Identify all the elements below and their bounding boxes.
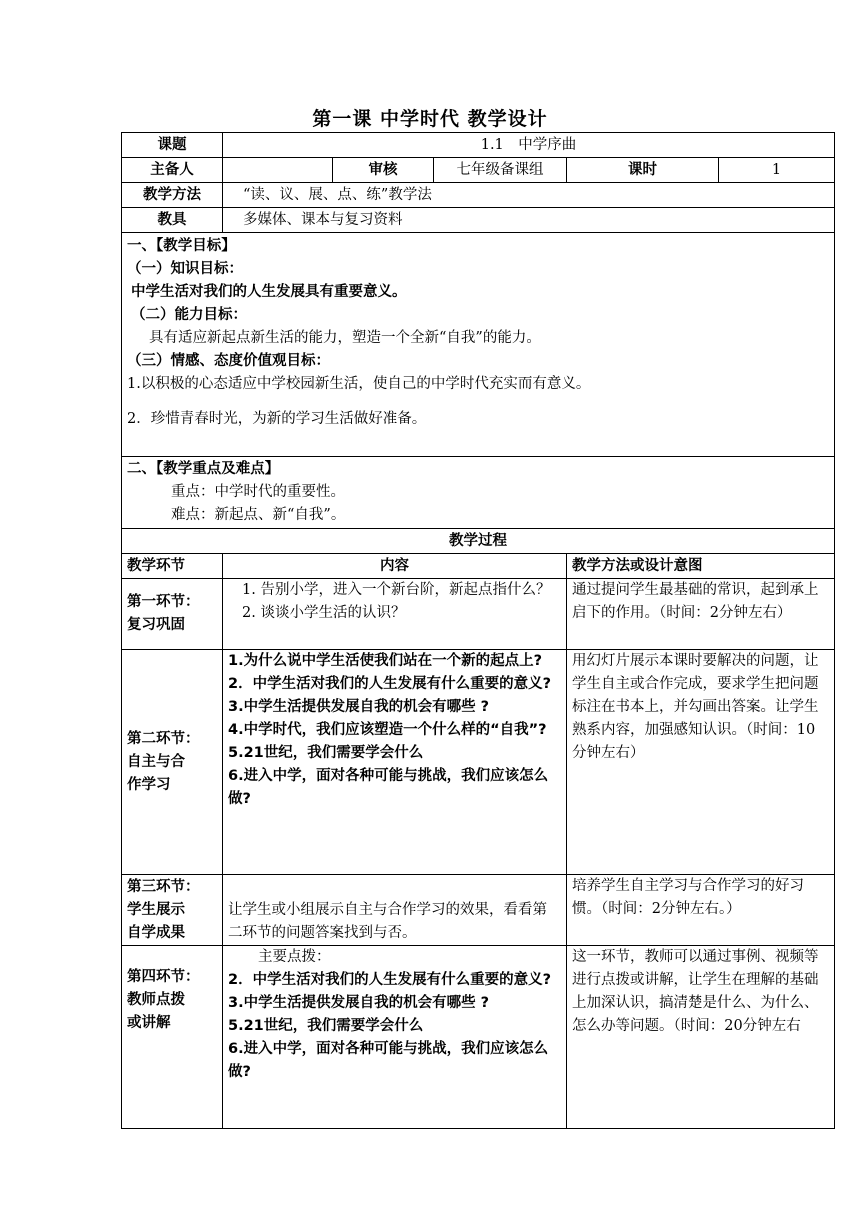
method-value: “读、议、展、点、练”教学法 [223,183,835,208]
page-title: 第一课 中学时代 教学设计 [312,108,548,130]
col-stage-header: 教学环节 [122,554,223,579]
preparer-value [223,158,333,183]
review-value: 七年级备课组 [434,158,567,183]
list-item: 1. 告别小学，进入一个新台阶，新起点指什么？ [242,582,551,598]
review-label: 审核 [333,158,434,183]
list-item: 4.中学时代，我们应该塑造一个什么样的“自我”? [228,722,547,738]
list-item: 6.进入中学，面对各种可能与挑战，我们应该怎么做? [228,1041,549,1080]
stage-row-3 [122,875,835,946]
method-row [122,183,835,208]
process-heading: 教学过程 [122,529,835,554]
stage-1-label: 第一环节： 复习巩固 [122,579,223,650]
knowledge-heading: （一）知识目标： [127,261,243,277]
stage-3-method: 培养学生自主学习与合作学习的好习惯。（时间：2分钟左右。） [567,875,835,946]
list-item: 6.进入中学，面对各种可能与挑战，我们应该怎么做? [228,768,549,807]
stage-3-content [223,875,567,946]
process-heading-row [122,529,835,554]
stage-2-method: 用幻灯片展示本课时要解决的问题，让学生自主或合作完成，要求学生把问题标注在书本上，并勾画出答案。让学生熟系内容，加强感知认识。（时间：10分钟左右） [567,650,835,875]
method-label: 教学方法 [122,183,223,208]
hours-label: 课时 [567,158,719,183]
objectives-section [122,233,835,457]
stage-4-content [223,946,567,1129]
keypoints-section [122,457,835,529]
list-item: 3.中学生活提供发展自我的机会有哪些 ? [228,995,490,1011]
stage-row-4 [122,946,835,1129]
topic-label: 课题 [122,133,223,158]
list-item: 3.中学生活提供发展自我的机会有哪些 ? [228,699,490,715]
list-item: 5.21世纪，我们需要学会什么 [228,1018,424,1034]
difficult-point: 难点：新起点、新“自我”。 [171,507,346,523]
preparer-label: 主备人 [122,158,223,183]
hours-value: 1 [719,158,835,183]
ability-text: 具有适应新起点新生活的能力，塑造一个全新“自我”的能力。 [149,330,541,346]
emotion-item-1: 1.以积极的心态适应中学校园新生活，使自己的中学时代充实而有意义。 [127,376,591,392]
stage-1-method: 通过提问学生最基础的常识，起到承上启下的作用。（时间：2分钟左右） [567,579,835,650]
objectives-row [122,233,835,457]
keypoints-heading: 二、【教学重点及难点】 [127,461,280,477]
stage-row-2 [122,650,835,875]
stage-4-label: 第四环节： 教师点拨 或讲解 [122,946,223,1129]
list-item: 2．中学生活对我们的人生发展有什么重要的意义? [228,676,551,692]
stage-1-content [223,579,567,650]
keypoints-row [122,457,835,529]
list-item: 2. 谈谈小学生活的认识？ [242,605,406,621]
process-columns-row [122,554,835,579]
tools-row [122,208,835,233]
list-item: 5.21世纪，我们需要学会什么 [228,745,424,761]
knowledge-text: 中学生活对我们的人生发展具有重要意义。 [131,284,407,300]
ability-heading: （二）能力目标： [131,307,247,323]
emotion-item-2: 2．珍惜青春时光，为新的学习生活做好准备。 [127,411,427,427]
list-item: 2．中学生活对我们的人生发展有什么重要的意义? [228,972,551,988]
topic-row [122,133,835,158]
col-method-header: 教学方法或设计意图 [567,554,835,579]
stage-3-label: 第三环节： 学生展示 自学成果 [122,875,223,946]
tools-label: 教具 [122,208,223,233]
stage-4-intro: 主要点拨： [258,949,331,965]
stage-4-method: 这一环节，教师可以通过事例、视频等进行点拨或讲解，让学生在理解的基础上加深认识，搞清楚是什么、为什么、怎么办等问题。（时间：20分钟左右 [567,946,835,1129]
list-item: 1.为什么说中学生活使我们站在一个新的起点上? [228,653,543,669]
lesson-plan-table [121,132,835,1129]
key-point: 重点：中学时代的重要性。 [171,484,345,500]
tools-value: 多媒体、课本与复习资料 [223,208,835,233]
list-item: 让学生或小组展示自主与合作学习的效果，看看第二环节的问题答案找到与否。 [228,902,547,941]
topic-value: 1.1 中学序曲 [223,133,835,158]
stage-2-content [223,650,567,875]
col-content-header: 内容 [223,554,567,579]
stage-row-1 [122,579,835,650]
objectives-heading: 一、【教学目标】 [127,238,236,254]
emotion-heading: （三）情感、态度价值观目标： [127,353,330,369]
preparer-row [122,158,835,183]
stage-2-label: 第二环节： 自主与合 作学习 [122,650,223,875]
